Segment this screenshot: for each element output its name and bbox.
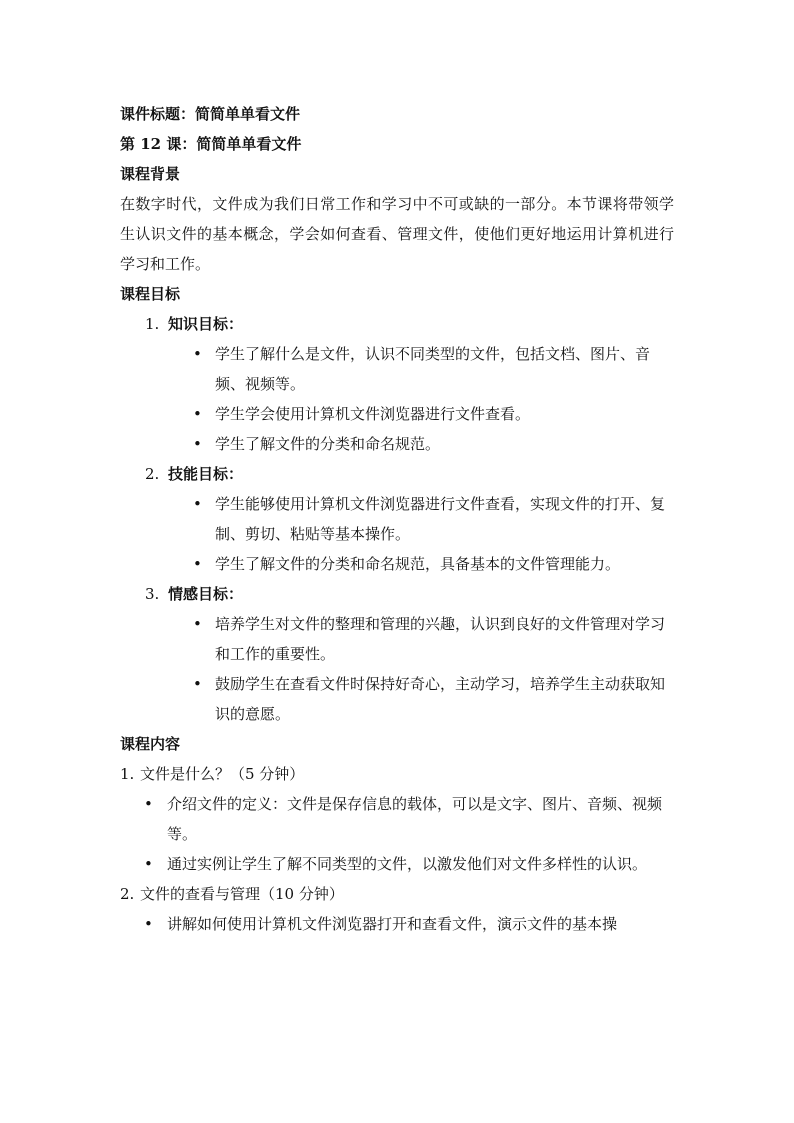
list-item-text: 学生了解什么是文件，认识不同类型的文件，包括文档、图片、音频、视频等。 xyxy=(215,345,651,393)
list-item xyxy=(120,489,674,549)
objective-number: 3. xyxy=(145,585,160,603)
list-item xyxy=(120,789,674,849)
list-item xyxy=(120,849,674,879)
content-list xyxy=(120,759,674,939)
list-item-text: 培养学生对文件的整理和管理的兴趣，认识到良好的文件管理对学习和工作的重要性。 xyxy=(215,615,666,663)
content-group xyxy=(120,759,674,879)
bullet-icon: • xyxy=(193,435,202,453)
background-text: 在数字时代，文件成为我们日常工作和学习中不可或缺的一部分。本节课将带领学生认识文件的基本概念，学会如何查看、管理文件，使他们更好地运用计算机进行学习和工作。 xyxy=(120,195,674,273)
list-item-text: 讲解如何使用计算机文件浏览器打开和查看文件，演示文件的基本操 xyxy=(167,915,618,933)
objective-group xyxy=(120,309,674,459)
objective-title-text: 知识目标： xyxy=(168,315,244,333)
content-number: 2. xyxy=(120,885,135,903)
objective-title xyxy=(120,459,674,489)
list-item-text: 学生了解文件的分类和命名规范，具备基本的文件管理能力。 xyxy=(215,555,621,573)
lesson-title: 第 12 课：简简单单看文件 xyxy=(120,135,302,153)
list-item xyxy=(120,339,674,399)
course-title: 课件标题：简简单单看文件 xyxy=(120,105,301,123)
objective-items xyxy=(120,609,674,729)
objectives-list xyxy=(120,309,674,729)
content-number: 1. xyxy=(120,765,135,783)
list-item xyxy=(120,909,674,939)
content-title-text: 文件的查看与管理（10 分钟） xyxy=(140,885,344,903)
list-item xyxy=(120,399,674,429)
objective-group xyxy=(120,459,674,579)
objective-number: 2. xyxy=(145,465,160,483)
list-item xyxy=(120,549,674,579)
list-item xyxy=(120,669,674,729)
background-heading: 课程背景 xyxy=(120,165,181,183)
objective-title xyxy=(120,309,674,339)
content-title-text: 文件是什么？（5 分钟） xyxy=(140,765,305,783)
content-group xyxy=(120,879,674,939)
objectives-heading: 课程目标 xyxy=(120,285,181,303)
list-item-text: 学生能够使用计算机文件浏览器进行文件查看，实现文件的打开、复制、剪切、粘贴等基本操作。 xyxy=(215,495,666,543)
content-items xyxy=(120,789,674,879)
content-title xyxy=(120,759,674,789)
bullet-icon: • xyxy=(193,675,202,693)
bullet-icon: • xyxy=(144,795,153,813)
content-title xyxy=(120,879,674,909)
list-item-text: 学生了解文件的分类和命名规范。 xyxy=(215,435,441,453)
objective-title-text: 情感目标： xyxy=(168,585,244,603)
list-item xyxy=(120,429,674,459)
bullet-icon: • xyxy=(193,405,202,423)
bullet-icon: • xyxy=(144,915,153,933)
objective-title-text: 技能目标： xyxy=(168,465,244,483)
content-heading: 课程内容 xyxy=(120,735,181,753)
bullet-icon: • xyxy=(144,855,153,873)
bullet-icon: • xyxy=(193,345,202,363)
bullet-icon: • xyxy=(193,555,202,573)
bullet-icon: • xyxy=(193,615,202,633)
objective-items xyxy=(120,489,674,579)
objective-items xyxy=(120,339,674,459)
list-item-text: 鼓励学生在查看文件时保持好奇心，主动学习，培养学生主动获取知识的意愿。 xyxy=(215,675,666,723)
list-item-text: 介绍文件的定义：文件是保存信息的载体，可以是文字、图片、音频、视频等。 xyxy=(167,795,663,843)
objective-group xyxy=(120,579,674,729)
bullet-icon: • xyxy=(193,495,202,513)
content-items xyxy=(120,909,674,939)
list-item-text: 通过实例让学生了解不同类型的文件，以激发他们对文件多样性的认识。 xyxy=(167,855,648,873)
objective-title xyxy=(120,579,674,609)
list-item-text: 学生学会使用计算机文件浏览器进行文件查看。 xyxy=(215,405,531,423)
objective-number: 1. xyxy=(145,315,160,333)
list-item xyxy=(120,609,674,669)
